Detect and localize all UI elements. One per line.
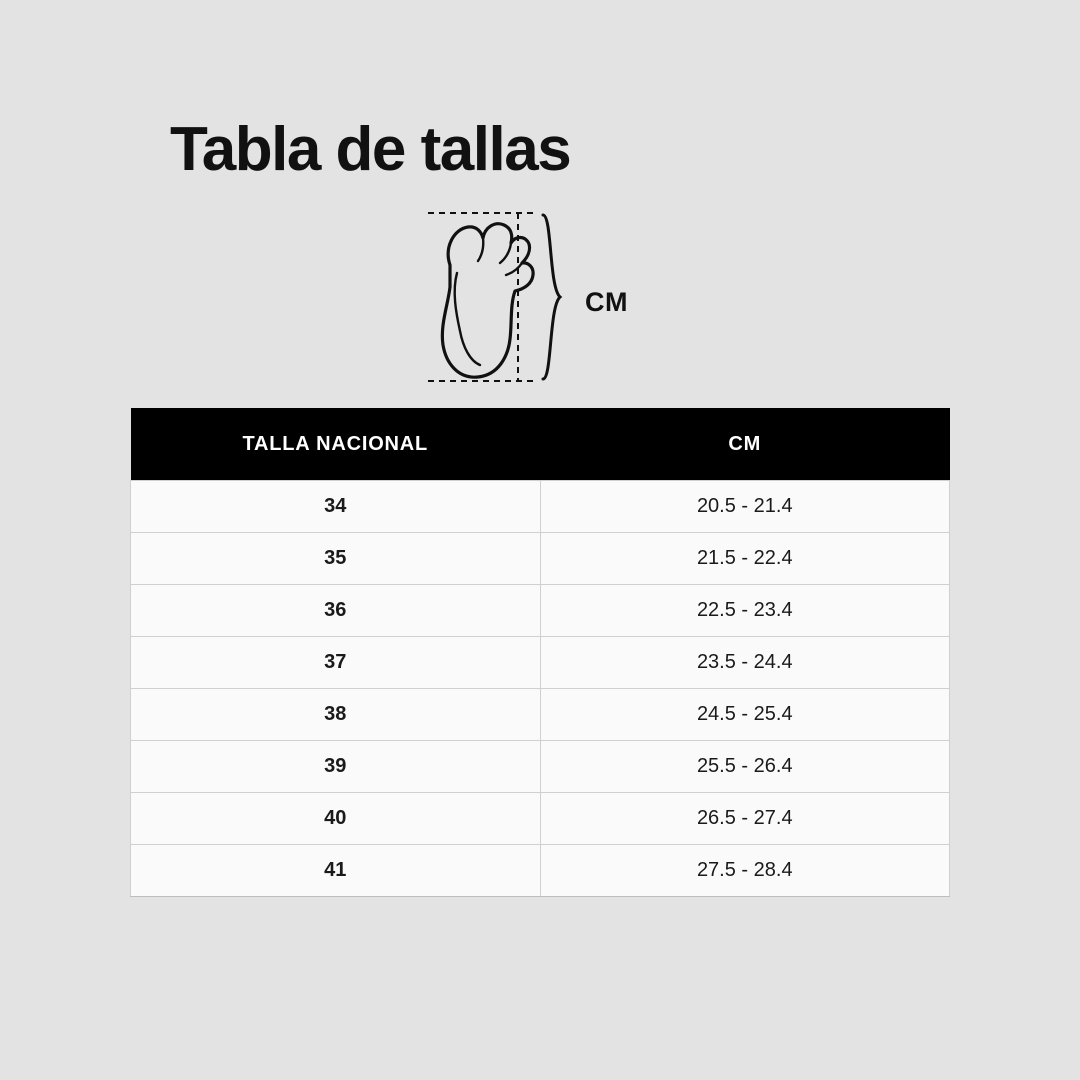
cell-size: 41 bbox=[131, 845, 541, 897]
table-row bbox=[131, 481, 950, 533]
cell-size: 36 bbox=[131, 585, 541, 637]
cell-cm: 23.5 - 24.4 bbox=[540, 637, 950, 689]
cell-cm: 25.5 - 26.4 bbox=[540, 741, 950, 793]
foot-outline-icon bbox=[410, 205, 670, 395]
size-table-container bbox=[130, 408, 950, 897]
foot-measurement-diagram bbox=[410, 205, 670, 395]
cell-cm: 26.5 - 27.4 bbox=[540, 793, 950, 845]
cell-size: 39 bbox=[131, 741, 541, 793]
table-row bbox=[131, 585, 950, 637]
size-table bbox=[130, 408, 950, 897]
cell-cm: 20.5 - 21.4 bbox=[540, 481, 950, 533]
table-row bbox=[131, 793, 950, 845]
cell-cm: 21.5 - 22.4 bbox=[540, 533, 950, 585]
table-row bbox=[131, 689, 950, 741]
table-header-row bbox=[131, 408, 950, 481]
table-header bbox=[131, 408, 950, 481]
table-row bbox=[131, 741, 950, 793]
measure-brace bbox=[543, 215, 560, 379]
measure-label: CM bbox=[585, 287, 628, 317]
cell-size: 38 bbox=[131, 689, 541, 741]
page-title: Tabla de tallas bbox=[170, 115, 571, 184]
cell-size: 37 bbox=[131, 637, 541, 689]
column-header-cm: CM bbox=[540, 408, 950, 481]
toe-line-3 bbox=[506, 263, 522, 275]
cell-size: 40 bbox=[131, 793, 541, 845]
toe-line-2 bbox=[500, 243, 511, 263]
cell-cm: 22.5 - 23.4 bbox=[540, 585, 950, 637]
column-header-talla-nacional: TALLA NACIONAL bbox=[131, 408, 541, 481]
cell-size: 34 bbox=[131, 481, 541, 533]
table-body bbox=[131, 481, 950, 897]
cell-cm: 27.5 - 28.4 bbox=[540, 845, 950, 897]
cell-size: 35 bbox=[131, 533, 541, 585]
table-row bbox=[131, 533, 950, 585]
table-row bbox=[131, 637, 950, 689]
foot-arch-line bbox=[455, 273, 480, 365]
table-row bbox=[131, 845, 950, 897]
toe-line-1 bbox=[478, 238, 483, 261]
cell-cm: 24.5 - 25.4 bbox=[540, 689, 950, 741]
